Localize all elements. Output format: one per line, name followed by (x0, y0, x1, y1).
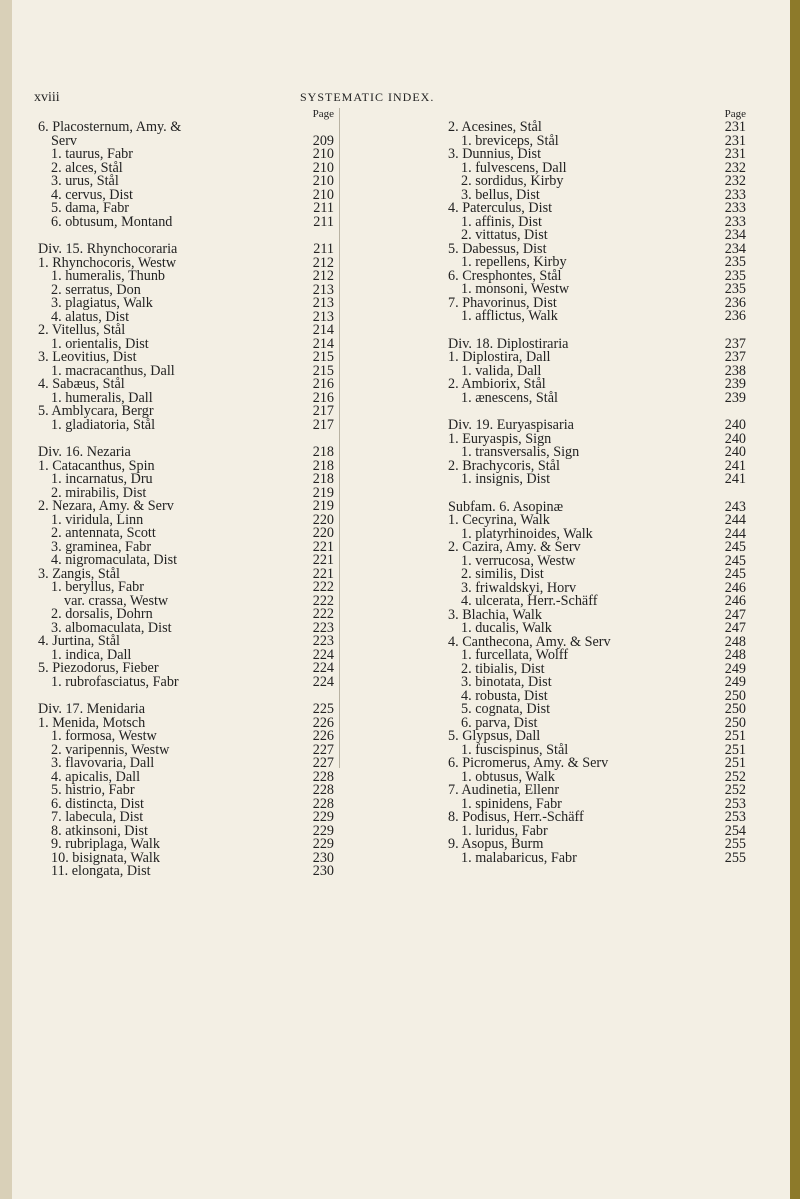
entry-page: 211 (313, 200, 334, 216)
entry-page: 217 (312, 416, 334, 433)
entry-name: 3. plagiatus, Walk (51, 295, 153, 311)
entry-name: 2. Cazira, Amy. & Serv (448, 539, 581, 555)
entry-page: 223 (312, 633, 334, 649)
entry-name: 7. Audinetia, Ellenr (448, 782, 560, 798)
entry-page: 214 (312, 335, 334, 352)
entry-name: 1. macracanthus, Dall (51, 362, 175, 379)
entry-page: 240 (724, 417, 746, 433)
entry-page: 253 (724, 809, 746, 825)
entry-page: 216 (312, 376, 334, 392)
entry-page: 227 (312, 755, 334, 771)
entry-name: 1. afflictus, Walk (461, 308, 558, 324)
entry-name: 6. obtusum, Montand (51, 213, 173, 230)
entry-name: 1. Euryaspis, Sign (448, 430, 552, 447)
entry-name: 1. fulvescens, Dall (461, 159, 567, 176)
entry-name: 3. Dunnius, Dist (448, 146, 542, 162)
entry-page: 220 (312, 511, 334, 528)
entry-name: 6. distincta, Dist (51, 795, 145, 812)
entry-name: 2. Vitellus, Stål (38, 322, 126, 338)
entry-name: 4. Paterculus, Dist (448, 200, 553, 216)
entry-page: 255 (724, 836, 746, 852)
entry-name: 1. spinidens, Fabr (461, 795, 562, 812)
entry-name: 1. insignis, Dist (461, 471, 551, 487)
entry-page: 235 (724, 267, 746, 284)
entry-page: 210 (312, 146, 334, 162)
page-margin-shadow (0, 0, 12, 1199)
right-index-list (448, 121, 746, 865)
entry-name: Serv (51, 132, 78, 149)
entry-name: 8. Podisus, Herr.-Schäff (448, 809, 584, 825)
entry-page: 238 (724, 362, 746, 379)
entry-name: 4. ulcerata, Herr.-Schäff (461, 593, 598, 609)
entry-name: 1. verrucosa, Westw (461, 552, 576, 569)
page-column-label: Page (312, 108, 334, 120)
entry-name: 2. mirabilis, Dist (51, 484, 147, 501)
entry-name: 7. labecula, Dist (51, 809, 144, 825)
entry-page: 211 (313, 213, 334, 230)
entry-page: 231 (724, 146, 746, 162)
page-header (0, 90, 800, 110)
entry-name: 1. luridus, Fabr (461, 822, 548, 839)
entry-name: 3. albomaculata, Dist (51, 619, 172, 636)
entry-page: 234 (724, 240, 746, 257)
entry-page: 230 (312, 863, 334, 879)
entry-name: 1. beryllus, Fabr (51, 579, 144, 595)
index-entry (38, 865, 334, 879)
entry-name: 1. Cecyrina, Walk (448, 512, 550, 528)
entry-page: 233 (724, 200, 746, 216)
entry-name: 1. Diplostira, Dall (448, 349, 551, 365)
entry-page: 232 (724, 173, 746, 189)
entry-page: 219 (312, 498, 334, 514)
entry-name: 1. fuscispinus, Stål (461, 741, 569, 758)
entry-page: 221 (312, 538, 334, 555)
index-entry (38, 121, 334, 135)
entry-name: 3. Blachia, Walk (448, 606, 542, 623)
entry-name: 3. binotata, Dist (461, 674, 552, 690)
entry-name: 2. tibialis, Dist (461, 660, 545, 677)
page-number: xviii (34, 90, 60, 105)
entry-page: 244 (724, 525, 746, 542)
entry-page: 229 (312, 822, 334, 839)
entry-page: 240 (724, 444, 746, 460)
entry-page: 213 (312, 308, 334, 325)
entry-page: 250 (724, 687, 746, 704)
entry-name: 4. apicalis, Dall (51, 768, 141, 785)
entry-page: 248 (724, 633, 746, 650)
entry-page: 246 (724, 593, 746, 609)
entry-page: 240 (724, 430, 746, 447)
entry-name: 2. Nezara, Amy. & Serv (38, 498, 174, 514)
entry-page: 212 (312, 268, 334, 284)
entry-name: 4. Jurtina, Stål (38, 633, 120, 649)
entry-name: 2. Acesines, Stål (448, 119, 542, 135)
entry-name: 1. rubrofasciatus, Fabr (51, 673, 179, 690)
entry-page: 215 (312, 362, 334, 379)
entry-page: 235 (724, 254, 746, 270)
entry-name: 2. Ambiorix, Stål (448, 376, 546, 392)
entry-page: 241 (724, 471, 746, 487)
entry-name: 6. parva, Dist (461, 714, 538, 731)
entry-page: 247 (724, 620, 746, 636)
entry-name: 2. antennata, Scott (51, 525, 156, 541)
entry-page: 237 (724, 349, 746, 365)
entry-name: 10. bisignata, Walk (51, 849, 160, 866)
entry-name: 9. rubriplaga, Walk (51, 836, 160, 852)
entry-name: 1. taurus, Fabr (51, 146, 133, 162)
entry-name: 5. dama, Fabr (51, 200, 130, 216)
index-entry (38, 673, 334, 690)
entry-page: 233 (724, 213, 746, 230)
entry-page: 225 (312, 701, 334, 717)
entry-name: 4. Canthecona, Amy. & Serv (448, 633, 611, 650)
entry-page: 224 (312, 660, 334, 676)
entry-name: 1. humeralis, Thunb (51, 268, 166, 284)
entry-page: 216 (312, 389, 334, 406)
entry-page: 226 (312, 728, 334, 744)
entry-name: 2. varipennis, Westw (51, 741, 170, 758)
column-divider (339, 108, 340, 768)
entry-name: 1. orientalis, Dist (51, 335, 149, 352)
entry-page: 222 (312, 579, 334, 595)
index-entry (38, 213, 334, 230)
entry-name: 1. furcellata, Wolff (461, 647, 569, 663)
entry-name: 3. Zangis, Stål (38, 565, 120, 582)
entry-name: 4. Sabæus, Stål (38, 376, 125, 392)
entry-page: 218 (312, 457, 334, 474)
entry-page: 246 (724, 579, 746, 596)
entry-name: 2. sordidus, Kirby (461, 173, 564, 189)
entry-page: 227 (312, 741, 334, 758)
index-entry (448, 389, 746, 406)
entry-name: Div. 15. Rhynchocoraria (38, 241, 178, 257)
entry-page: 249 (724, 660, 746, 677)
entry-page: 248 (724, 647, 746, 663)
entry-page: 252 (724, 768, 746, 785)
entry-name: 6. Picromerus, Amy. & Serv (448, 755, 609, 771)
index-entry (448, 310, 746, 324)
running-head: SYSTEMATIC INDEX. (300, 90, 435, 104)
entry-name: 1. ducalis, Walk (461, 620, 552, 636)
entry-name: 6. Placosternum, Amy. & (38, 119, 182, 135)
entry-page: 243 (724, 498, 746, 515)
entry-name: 5. Dabessus, Dist (448, 240, 547, 257)
entry-name: 1. Rhynchocoris, Westw (38, 254, 177, 271)
entry-page: 224 (312, 646, 334, 663)
index-entry (38, 416, 334, 433)
entry-name: 5. Glypsus, Dall (448, 728, 541, 744)
entry-name: 5. Piezodorus, Fieber (38, 660, 159, 676)
entry-page: 222 (312, 592, 334, 609)
entry-page: 210 (312, 159, 334, 176)
entry-page: 224 (312, 673, 334, 690)
entry-name: 1. malabaricus, Fabr (461, 849, 577, 866)
entry-page: 250 (724, 701, 746, 717)
left-column (38, 108, 334, 879)
entry-name: 1. viridula, Linn (51, 511, 144, 528)
entry-name: 9. Asopus, Burm (448, 836, 544, 852)
entry-name: 1. incarnatus, Dru (51, 471, 153, 487)
entry-page: 251 (724, 741, 746, 758)
entry-page: 247 (724, 606, 746, 623)
entry-name: 11. elongata, Dist (51, 863, 151, 879)
entry-name: Subfam. 6. Asopinæ (448, 498, 564, 515)
entry-page: 210 (312, 186, 334, 203)
entry-page: 241 (724, 457, 746, 474)
entry-page: 235 (724, 281, 746, 297)
entry-page: 228 (312, 795, 334, 812)
entry-page: 218 (312, 471, 334, 487)
book-edge-strip (790, 0, 800, 1199)
entry-page: 218 (312, 444, 334, 460)
entry-name: 3. flavovaria, Dall (51, 755, 155, 771)
entry-page: 237 (724, 335, 746, 352)
entry-name: 3. friwaldskyi, Horv (461, 579, 577, 596)
entry-name: 8. atkinsoni, Dist (51, 822, 148, 839)
entry-page: 228 (312, 782, 334, 798)
entry-name: 2. serratus, Don (51, 281, 141, 298)
entry-page: 233 (724, 186, 746, 203)
entry-page: 213 (312, 295, 334, 311)
entry-page: 236 (724, 294, 746, 311)
entry-page: 219 (312, 484, 334, 501)
entry-name: 5. Amblycara, Bergr (38, 403, 154, 419)
entry-page: 236 (724, 308, 746, 324)
entry-page: 232 (724, 159, 746, 176)
entry-name: 2. similis, Dist (461, 566, 544, 582)
entry-page: 245 (724, 552, 746, 569)
entry-page: 229 (312, 809, 334, 825)
entry-name: 1. ænescens, Stål (461, 389, 558, 406)
index-entry (448, 849, 746, 866)
entry-name: 1. Catacanthus, Spin (38, 457, 155, 474)
entry-name: 7. Phavorinus, Dist (448, 294, 557, 311)
entry-page: 209 (312, 132, 334, 149)
entry-name: Div. 19. Euryaspisaria (448, 417, 574, 433)
entry-page: 214 (312, 322, 334, 338)
entry-page: 254 (724, 822, 746, 839)
entry-page: 228 (312, 768, 334, 785)
entry-name: 3. urus, Stål (51, 173, 119, 189)
entry-page: 210 (312, 173, 334, 189)
entry-name: 1. repellens, Kirby (461, 254, 567, 270)
entry-page: 251 (724, 728, 746, 744)
entry-name: 5. histrio, Fabr (51, 782, 135, 798)
entry-name: 5. cognata, Dist (461, 701, 551, 717)
entry-name: 1. valida, Dall (461, 362, 542, 379)
entry-page: 244 (724, 512, 746, 528)
entry-name: 1. monsoni, Westw (461, 281, 570, 297)
entry-name: Div. 17. Menidaria (38, 701, 146, 717)
entry-page: 221 (312, 552, 334, 568)
entry-page: 230 (312, 849, 334, 866)
entry-name: 3. graminea, Fabr (51, 538, 152, 555)
entry-page: 234 (724, 227, 746, 243)
entry-page: 221 (312, 565, 334, 582)
entry-page: 222 (312, 606, 334, 622)
entry-name: 1. humeralis, Dall (51, 389, 153, 406)
entry-name: 1. breviceps, Stål (461, 132, 559, 149)
entry-name: 1. platyrhinoides, Walk (461, 525, 593, 542)
entry-page: 239 (724, 389, 746, 406)
entry-name: 1. Menida, Motsch (38, 714, 146, 731)
entry-name: 3. Leovitius, Dist (38, 349, 137, 365)
entry-page: 220 (312, 525, 334, 541)
entry-page: 212 (312, 254, 334, 271)
entry-page: 226 (312, 714, 334, 731)
entry-name: var. crassa, Westw (64, 592, 169, 609)
entry-name: 4. alatus, Dist (51, 308, 130, 325)
entry-page: 252 (724, 782, 746, 798)
entry-page: 223 (312, 619, 334, 636)
entry-page: 215 (312, 349, 334, 365)
entry-page: 250 (724, 714, 746, 731)
entry-name: 2. dorsalis, Dohrn (51, 606, 153, 622)
entry-name: 4. cervus, Dist (51, 186, 133, 203)
entry-name: 2. alces, Stål (51, 159, 123, 176)
entry-page: 249 (724, 674, 746, 690)
entry-page: 231 (724, 119, 746, 135)
entry-name: 2. Brachycoris, Stål (448, 457, 560, 474)
left-index-list (38, 121, 334, 879)
entry-name: 4. robusta, Dist (461, 687, 548, 704)
entry-page: 213 (312, 281, 334, 298)
entry-page: 229 (312, 836, 334, 852)
entry-name: 4. nigromaculata, Dist (51, 552, 178, 568)
right-column (448, 108, 746, 865)
entry-page: 245 (724, 566, 746, 582)
entry-page: 253 (724, 795, 746, 812)
entry-name: 1. formosa, Westw (51, 728, 157, 744)
entry-page: 211 (313, 241, 334, 257)
entry-name: 6. Cresphontes, Stål (448, 267, 562, 284)
entry-page: 217 (312, 403, 334, 419)
page-column-label: Page (724, 108, 746, 120)
entry-name: 1. affinis, Dist (461, 213, 542, 230)
entry-page: 251 (724, 755, 746, 771)
entry-name: Div. 18. Diplostiraria (448, 335, 569, 352)
entry-page: 231 (724, 132, 746, 149)
entry-name: 1. indica, Dall (51, 646, 132, 663)
entry-name: 1. obtusus, Walk (461, 768, 555, 785)
entry-page: 239 (724, 376, 746, 392)
index-entry (448, 473, 746, 487)
entry-name: 2. vittatus, Dist (461, 227, 548, 243)
entry-name: Div. 16. Nezaria (38, 444, 131, 460)
entry-name: 3. bellus, Dist (461, 186, 540, 203)
entry-page: 255 (724, 849, 746, 866)
entry-page: 245 (724, 539, 746, 555)
entry-name: 1. gladiatoria, Stål (51, 416, 156, 433)
entry-name: 1. transversalis, Sign (461, 444, 580, 460)
